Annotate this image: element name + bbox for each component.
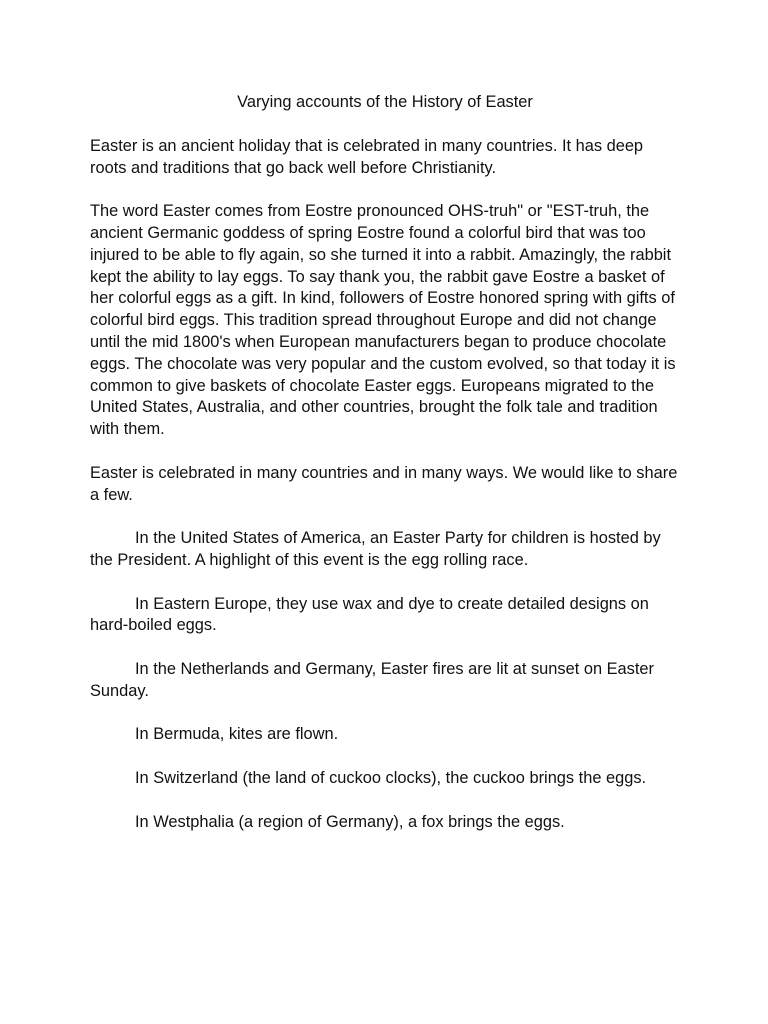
- custom-bermuda: In Bermuda, kites are flown.: [135, 725, 339, 744]
- custom-netherlands-germany: In the Netherlands and Germany, Easter fires are lit at sunset on Easter Sunday.: [90, 659, 654, 700]
- origin-paragraph: The word Easter comes from Eostre pronounced OHS-truh" or "EST-truh, the ancient Germanic goddess of spring Eostre found a colorful bird that was too injured to be able to fly again, so she turned it into a rabbit. Amazingly, the rabbit kept the ability to lay eggs. To say thank you, the rabbit gave Eostre a basket of her colorful eggs as a gift. In kind, followers of Eostre honored spring with gifts of colorful bird eggs. This tradition spread throughout Europe and did not change until the mid 1800's when European manufacturers began to produce chocolate eggs. The chocolate was very popular and the custom evolved, so that today it is common to give baskets of chocolate Easter eggs. Europeans migrated to the United States, Australia, and other countries, brought the folk tale and tradition with them.: [90, 202, 676, 439]
- custom-switzerland: In Switzerland (the land of cuckoo clocks), the cuckoo brings the eggs.: [135, 768, 647, 787]
- document-title: Varying accounts of the History of Easter: [237, 93, 533, 111]
- custom-eastern-europe: In Eastern Europe, they use wax and dye to create detailed designs on hard-boiled eggs.: [90, 594, 649, 635]
- celebration-intro-paragraph: Easter is celebrated in many countries and in many ways. We would like to share a few.: [90, 463, 678, 504]
- intro-paragraph: Easter is an ancient holiday that is celebrated in many countries. It has deep roots and traditions that go back well before Christianity.: [90, 136, 644, 177]
- custom-westphalia: In Westphalia (a region of Germany), a fox brings the eggs.: [135, 812, 565, 831]
- custom-usa: In the United States of America, an Easter Party for children is hosted by the President. A highlight of this event is the egg rolling race.: [90, 529, 661, 569]
